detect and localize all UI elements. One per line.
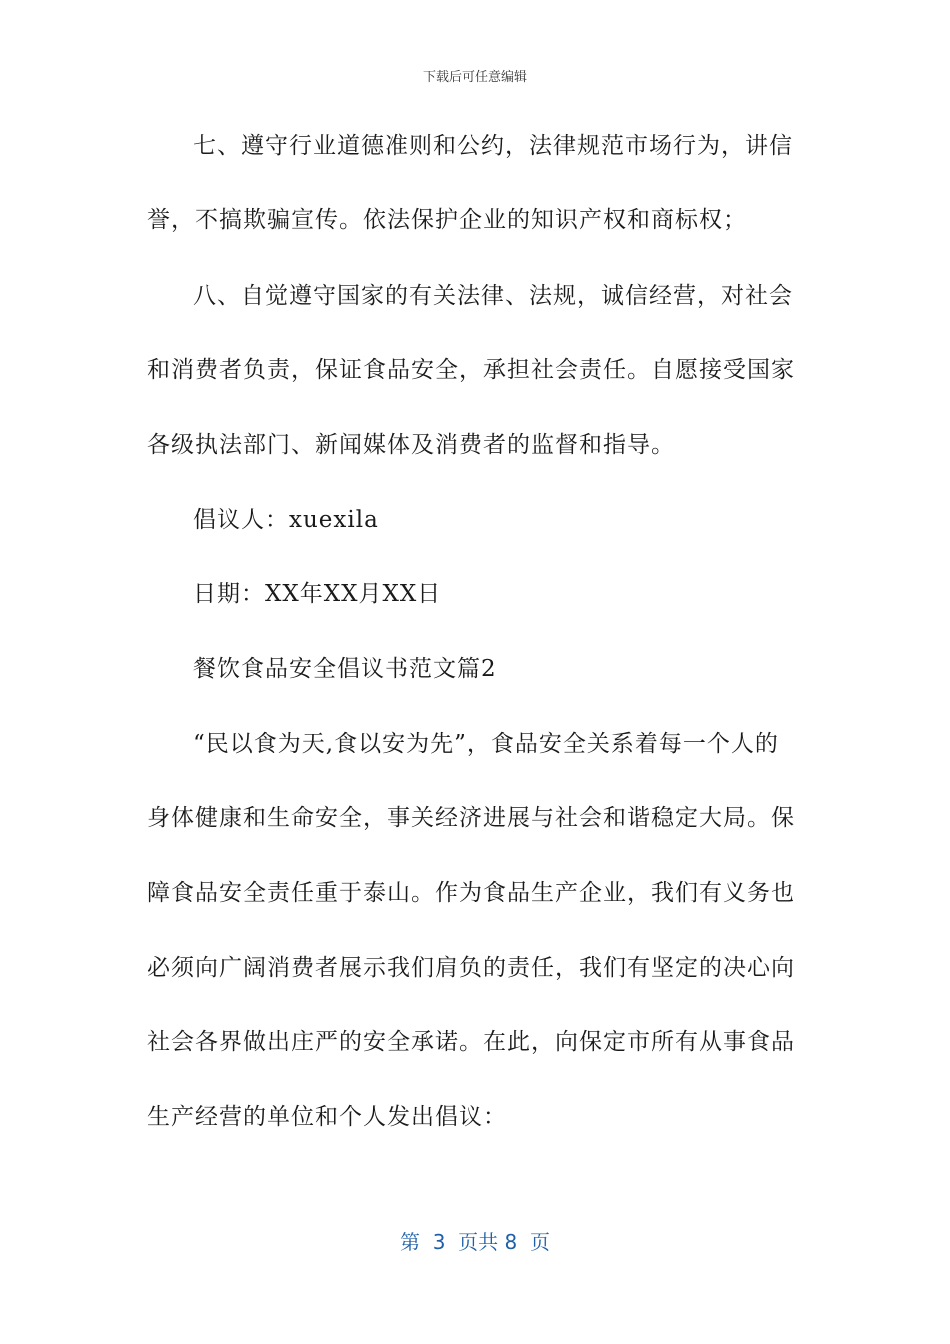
paragraph-line: 社会各界做出庄严的安全承诺。在此，向保定市所有从事食品 [147, 1029, 795, 1055]
paragraph-line: 誉，不搞欺骗宣传。依法保护企业的知识产权和商标权； [147, 207, 747, 233]
paragraph-line: 七、遵守行业道德准则和公约，法律规范市场行为，讲信 [193, 133, 793, 159]
paragraph-line: 各级执法部门、新闻媒体及消费者的监督和指导。 [147, 432, 675, 458]
paragraph-line: 身体健康和生命安全，事关经济进展与社会和谐稳定大局。保 [147, 805, 795, 831]
paragraph-line: 障食品安全责任重于泰山。作为食品生产企业，我们有义务也 [147, 880, 795, 906]
section-title: 餐饮食品安全倡议书范文篇2 [193, 656, 497, 682]
paragraph-line: 生产经营的单位和个人发出倡议： [147, 1104, 507, 1130]
header-note: 下载后可任意编辑 [422, 70, 527, 85]
paragraph-line: 和消费者负责，保证食品安全，承担社会责任。自愿接受国家 [147, 357, 795, 383]
date-line: 日期：XX年XX月XX日 [193, 581, 442, 607]
signer-line: 倡议人：xuexila [193, 507, 379, 533]
paragraph-line: “民以食为天,食以安为先”，食品安全关系着每一个人的 [193, 731, 779, 757]
paragraph-line: 八、自觉遵守国家的有关法律、法规，诚信经营，对社会 [193, 283, 793, 309]
page-number-footer: 第 3 页共 8 页 [400, 1230, 550, 1254]
paragraph-line: 必须向广阔消费者展示我们肩负的责任，我们有坚定的决心向 [147, 955, 795, 981]
